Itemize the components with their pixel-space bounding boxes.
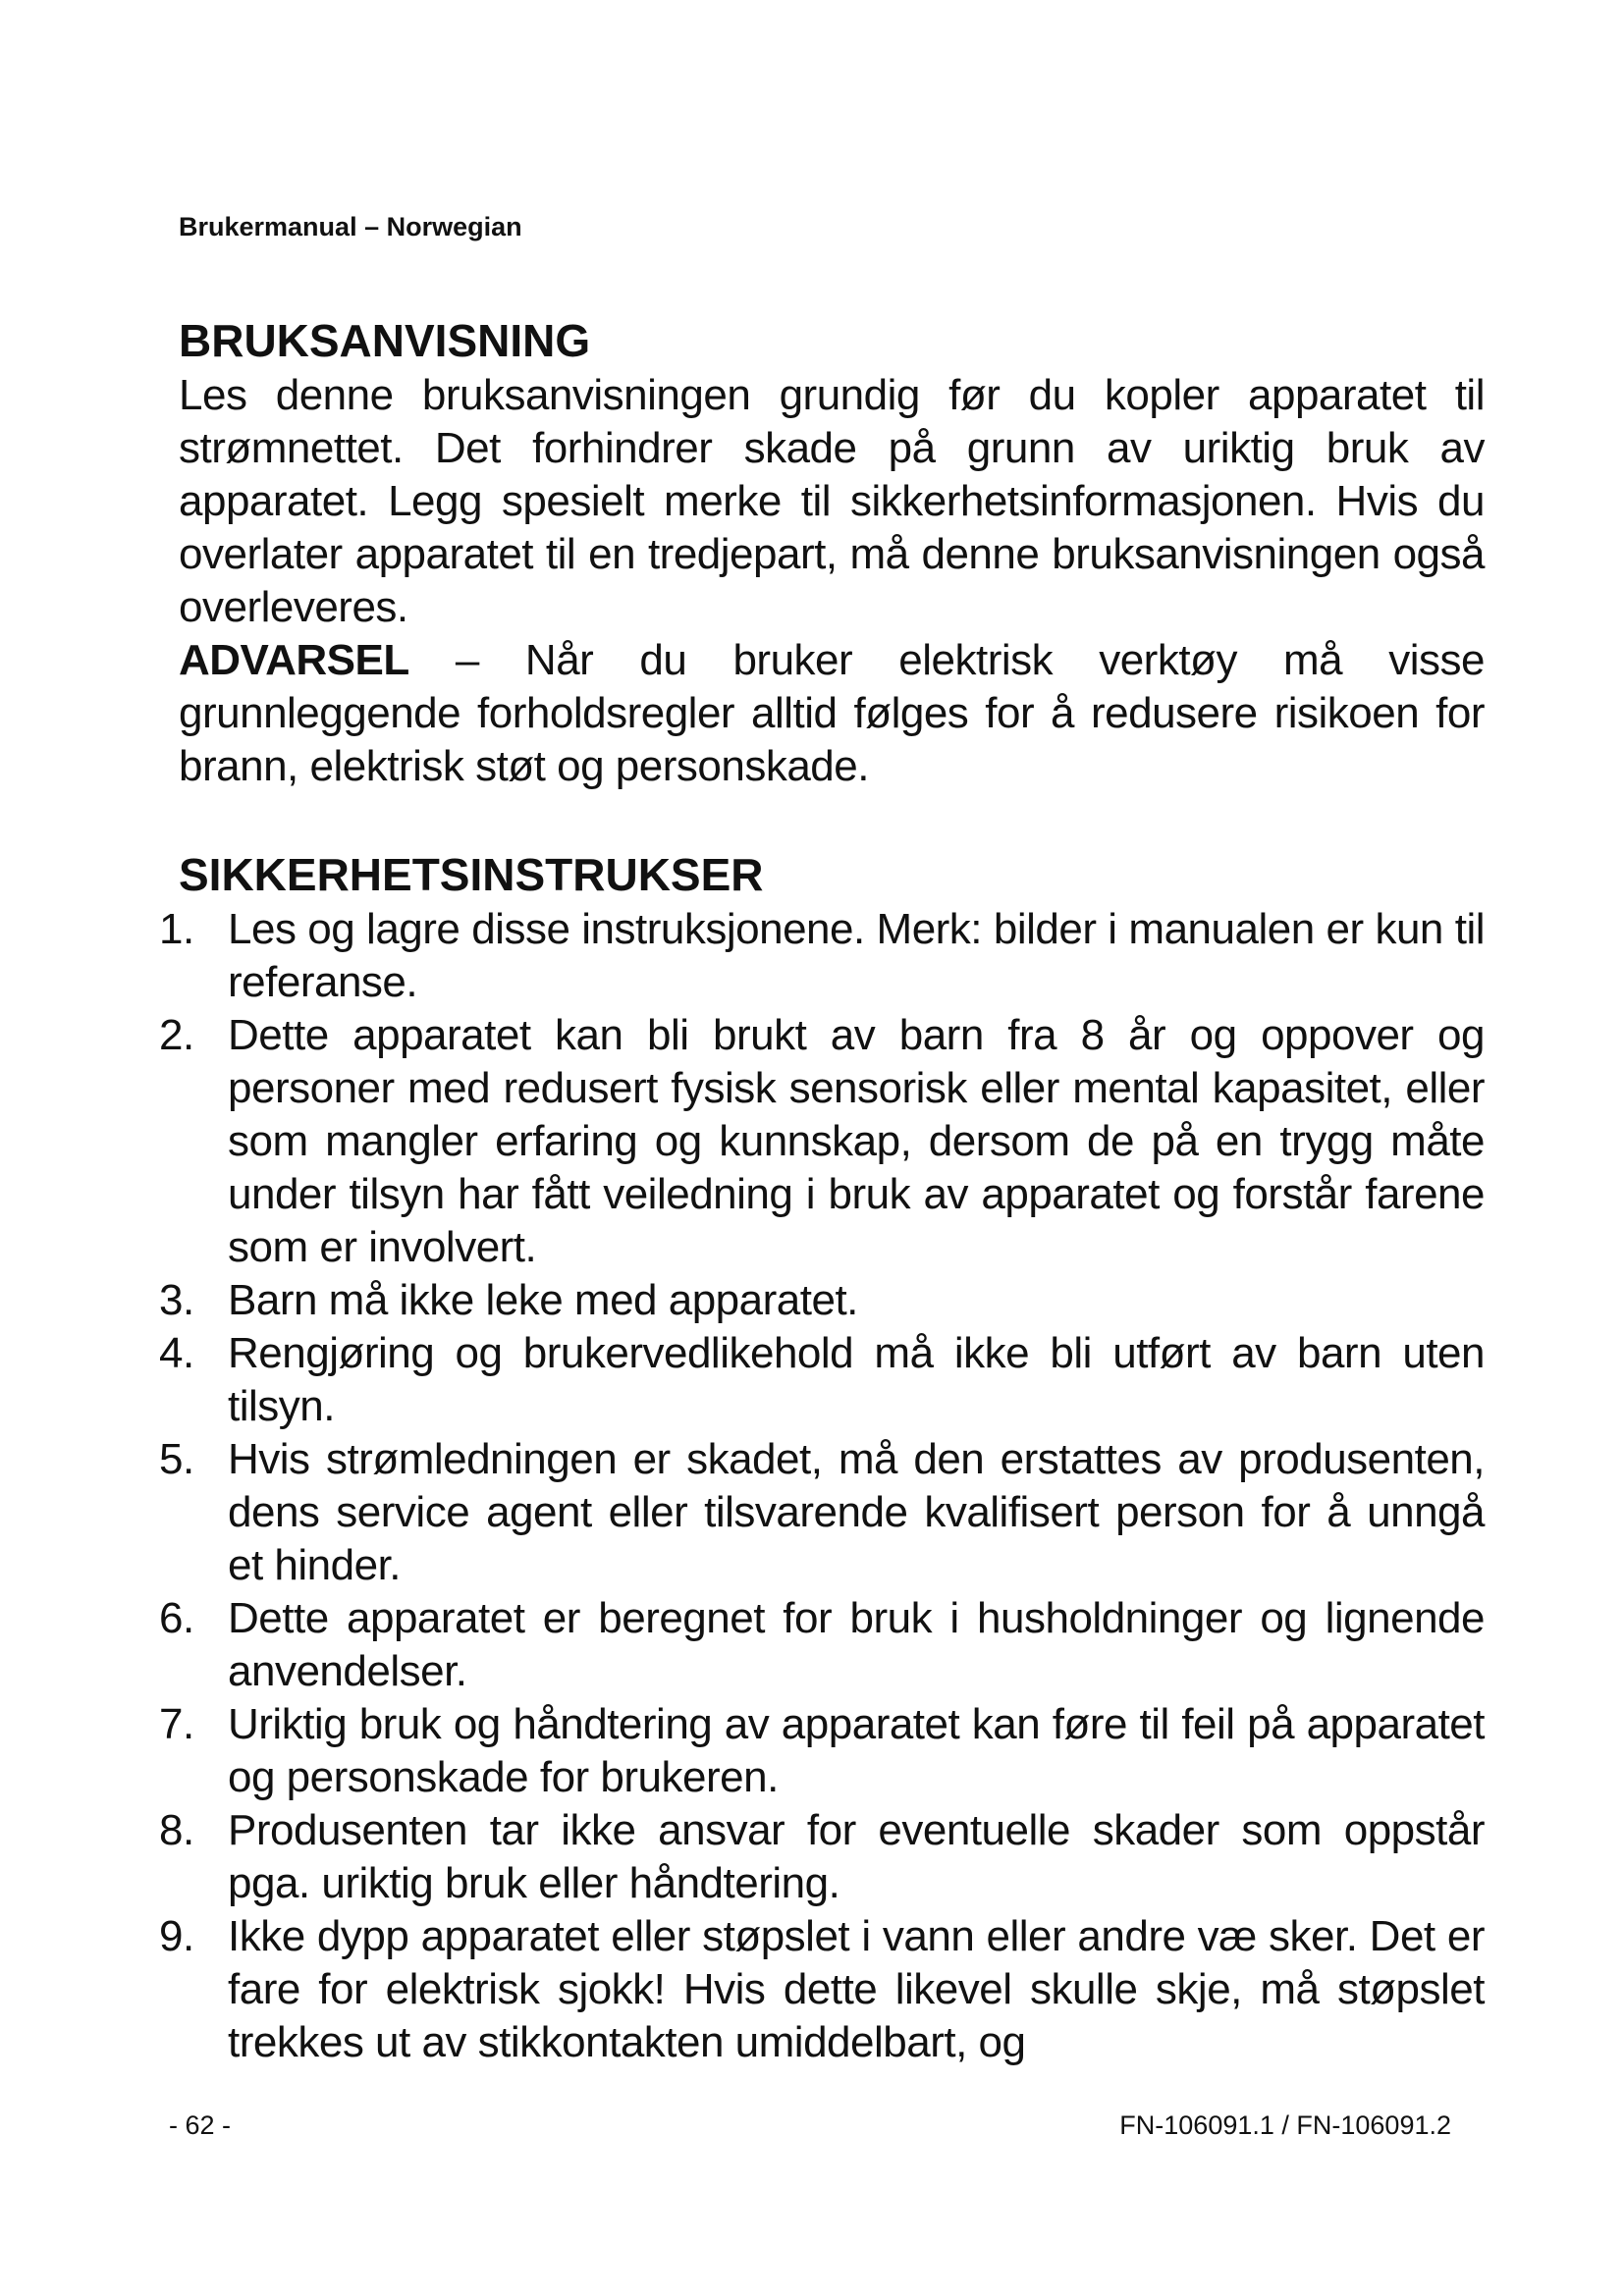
- list-item: [159, 1698, 1485, 1804]
- list-item-number: 8.: [159, 1806, 194, 1854]
- list-item-text: Dette apparatet kan bli brukt av barn fra 8 år og oppover og personer med redusert fysisk sensorisk eller mental kapasitet, eller som mangler erfaring og kunnskap, dersom de på en trygg måte under tilsyn har fått veiledning i bruk av apparatet og forstår farene som er involvert.: [228, 1011, 1485, 1271]
- safety-instructions-list: [159, 903, 1485, 2069]
- page-number: - 62 -: [169, 2110, 232, 2140]
- warning-paragraph: [179, 634, 1485, 793]
- list-item-text: Dette apparatet er beregnet for bruk i husholdninger og lignende anvendelser.: [228, 1594, 1485, 1695]
- list-item-number: 4.: [159, 1329, 194, 1377]
- list-item-number: 7.: [159, 1700, 194, 1748]
- list-item: [159, 1910, 1485, 2069]
- list-item-number: 6.: [159, 1594, 194, 1642]
- list-item-text: Produsenten tar ikke ansvar for eventuelle skader som oppstår pga. uriktig bruk eller håndtering.: [228, 1806, 1485, 1907]
- list-item-number: 3.: [159, 1276, 194, 1324]
- list-item-text: Barn må ikke leke med apparatet.: [228, 1276, 858, 1324]
- model-number: FN-106091.1 / FN-106091.2: [1119, 2110, 1451, 2140]
- list-item: [159, 1433, 1485, 1592]
- section-spacer: [179, 793, 1485, 846]
- list-item: [159, 1009, 1485, 1274]
- list-item-text: Ikke dypp apparatet eller støpslet i vann eller andre væ sker. Det er fare for elektrisk sjokk! Hvis dette likevel skulle skje, må støpslet trekkes ut av stikkontakten umiddelbart, og: [228, 1912, 1485, 2066]
- list-item: [159, 1592, 1485, 1698]
- page-content: [159, 312, 1485, 2069]
- list-item-number: 1.: [159, 905, 194, 953]
- warning-label: ADVARSEL: [179, 636, 409, 684]
- page-header: Brukermanual – Norwegian: [179, 212, 522, 241]
- warning-text: – Når du bruker elektrisk verktøy må visse grunnleggende forholdsregler alltid følges for å redusere risikoen for brann, elektrisk støt og personskade.: [179, 636, 1485, 790]
- list-item-text: Hvis strømledningen er skadet, må den erstattes av produsenten, dens service agent eller tilsvarende kvalifisert person for å unngå et hinder.: [228, 1435, 1485, 1589]
- section-heading-safety: SIKKERHETSINSTRUKSER: [179, 849, 764, 900]
- list-item-number: 2.: [159, 1011, 194, 1059]
- list-item-text: Rengjøring og brukervedlikehold må ikke bli utført av barn uten tilsyn.: [228, 1329, 1485, 1430]
- list-item: [159, 1804, 1485, 1910]
- section-heading-instructions: BRUKSANVISNING: [179, 315, 591, 366]
- list-item: [159, 1327, 1485, 1433]
- list-item: [159, 903, 1485, 1009]
- list-item-number: 9.: [159, 1912, 194, 1960]
- list-item-text: Les og lagre disse instruksjonene. Merk: bilder i manualen er kun til referanse.: [228, 905, 1485, 1006]
- list-item-text: Uriktig bruk og håndtering av apparatet kan føre til feil på apparatet og personskade for brukeren.: [228, 1700, 1485, 1801]
- list-item: [159, 1274, 1485, 1327]
- list-item-number: 5.: [159, 1435, 194, 1483]
- intro-paragraph: Les denne bruksanvisningen grundig før du kopler apparatet til strømnettet. Det forhindrer skade på grunn av uriktig bruk av apparatet. Legg spesielt merke til sikkerhetsinformasjonen. Hvis du overlater apparatet til en tredjepart, må denne bruksanvisningen også overleveres.: [179, 371, 1485, 631]
